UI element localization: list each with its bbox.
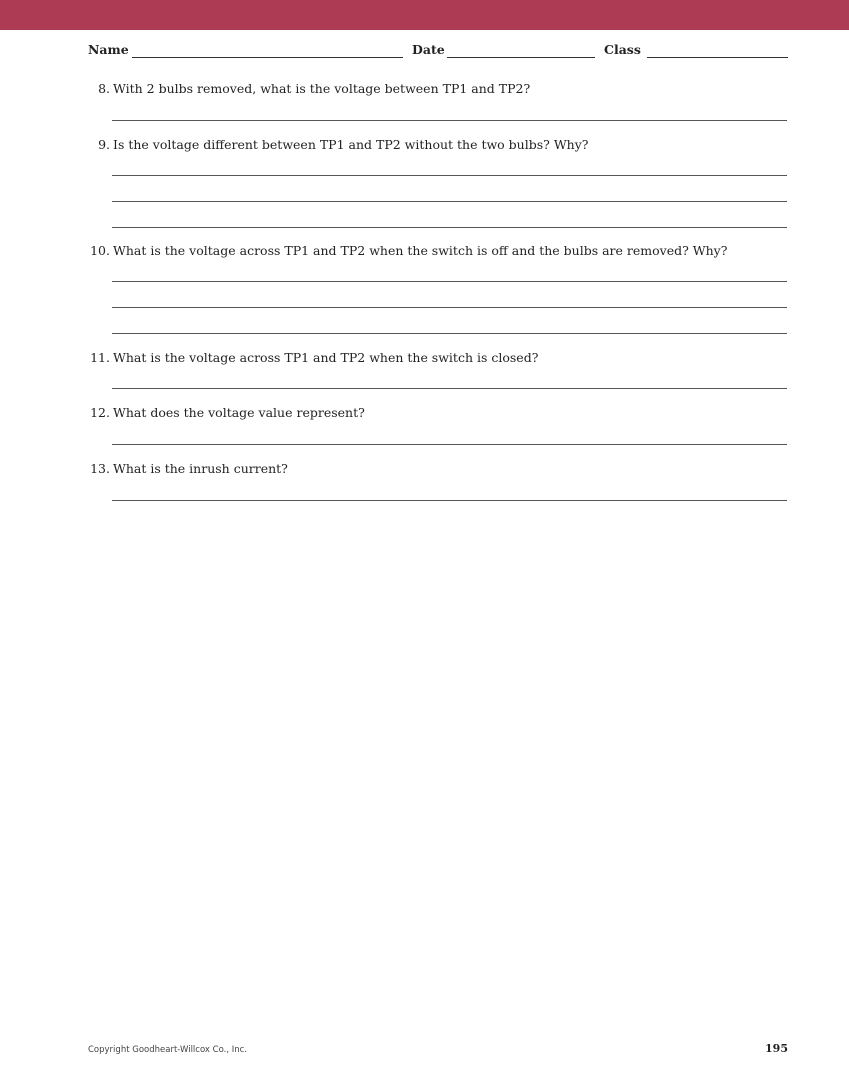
question-8 xyxy=(88,81,530,96)
page-number: 195 xyxy=(765,1042,788,1055)
question-number: 13. xyxy=(90,461,110,476)
question-11 xyxy=(88,350,538,365)
date-field[interactable] xyxy=(447,57,595,58)
name-label: Name xyxy=(88,42,129,57)
copyright-notice: Copyright Goodheart-Willcox Co., Inc. xyxy=(88,1045,248,1055)
class-label: Class xyxy=(604,42,641,57)
top-color-band xyxy=(0,0,849,30)
answer-line-q9-2[interactable] xyxy=(112,201,787,202)
question-text: Is the voltage different between TP1 and TP2 without the two bulbs? Why? xyxy=(113,137,589,152)
question-text: What is the voltage across TP1 and TP2 when the switch is off and the bulbs are removed? Why? xyxy=(113,243,728,258)
answer-line-q9-3[interactable] xyxy=(112,227,787,228)
question-10 xyxy=(88,243,727,258)
name-field[interactable] xyxy=(132,57,403,58)
class-field[interactable] xyxy=(647,57,788,58)
answer-line-q13-1[interactable] xyxy=(112,500,787,501)
question-13 xyxy=(88,461,288,476)
question-9 xyxy=(88,137,588,152)
answer-line-q11-1[interactable] xyxy=(112,388,787,389)
question-text: What is the inrush current? xyxy=(113,461,288,476)
question-number: 9. xyxy=(98,137,110,152)
question-text: What is the voltage across TP1 and TP2 when the switch is closed? xyxy=(113,350,539,365)
answer-line-q10-1[interactable] xyxy=(112,281,787,282)
question-text: With 2 bulbs removed, what is the voltage between TP1 and TP2? xyxy=(113,81,531,96)
student-info-header xyxy=(88,42,788,60)
answer-line-q10-2[interactable] xyxy=(112,307,787,308)
question-number: 12. xyxy=(90,405,110,420)
question-number: 10. xyxy=(90,243,110,258)
answer-line-q12-1[interactable] xyxy=(112,444,787,445)
question-number: 8. xyxy=(98,81,110,96)
question-12 xyxy=(88,405,365,420)
answer-line-q9-1[interactable] xyxy=(112,175,787,176)
date-label: Date xyxy=(412,42,445,57)
question-number: 11. xyxy=(90,350,110,365)
answer-line-q10-3[interactable] xyxy=(112,333,787,334)
question-text: What does the voltage value represent? xyxy=(113,405,365,420)
answer-line-q8-1[interactable] xyxy=(112,120,787,121)
